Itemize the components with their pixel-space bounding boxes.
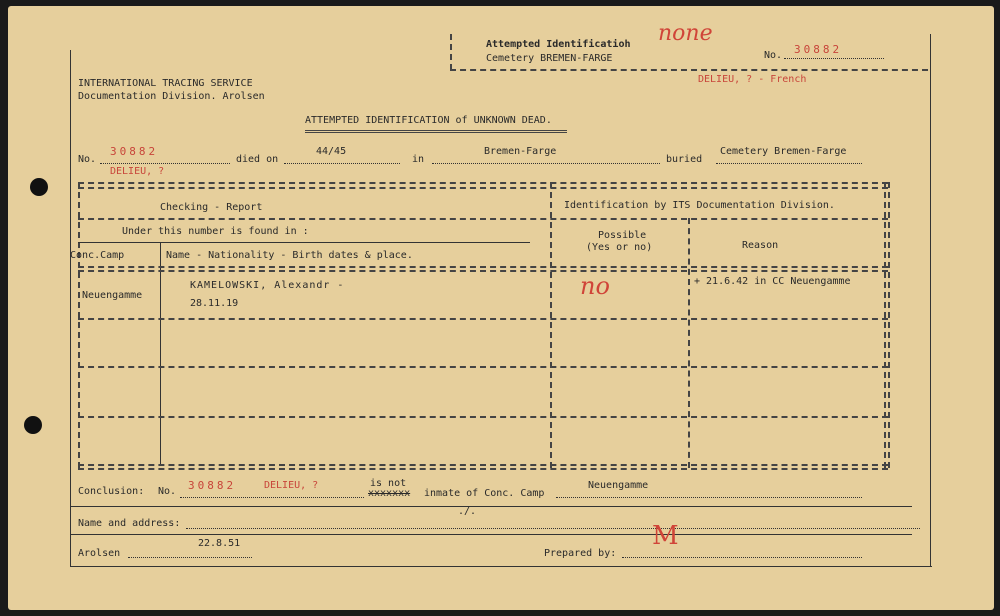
- record-buried-value: Cemetery Bremen-Farge: [720, 146, 847, 157]
- record-died-dots: [284, 163, 400, 164]
- row-name: KAMELOWSKI, Alexandr -: [190, 280, 345, 291]
- table-top-border: [78, 182, 888, 184]
- header-box-line2: Cemetery BREMEN-FARGE: [486, 53, 613, 64]
- record-name-below: DELIEU, ?: [110, 166, 165, 177]
- col-header-possible-2: (Yes or no): [586, 242, 653, 253]
- header-box-bottom-border: [450, 69, 928, 71]
- row-separator-1: [78, 318, 888, 320]
- title-underline: [305, 130, 567, 133]
- record-died-label: died on: [236, 154, 279, 165]
- record-no-dots: [100, 163, 230, 164]
- table-bottom-border-2: [78, 468, 888, 470]
- table-divider-main: [550, 182, 552, 468]
- punch-hole-bottom: [24, 416, 42, 434]
- top-right-name: DELIEU, ? - French: [698, 74, 807, 85]
- row-reason: + 21.6.42 in CC Neuengamme: [694, 276, 851, 287]
- record-no-value: 30882: [110, 145, 159, 158]
- row-camp: Neuengamme: [82, 290, 143, 301]
- col-header-rule: [78, 266, 888, 268]
- document-card: [8, 6, 994, 610]
- conclusion-camp: Neuengamme: [588, 480, 649, 491]
- row-possible-handwritten: no: [580, 272, 610, 300]
- header-box-no-value: 30882: [794, 43, 843, 56]
- prepared-by-dots: [622, 557, 862, 558]
- header-box-handwritten: none: [658, 21, 713, 46]
- header-box-line1: Attempted Identificatioh: [486, 39, 631, 50]
- footer-rule: [70, 566, 932, 567]
- punch-hole-top: [30, 178, 48, 196]
- col-header-possible-1: Possible: [598, 230, 647, 241]
- name-address-rule: [70, 534, 912, 535]
- col-header-name: Name - Nationality - Birth dates & place.: [166, 250, 413, 261]
- record-in-label: in: [412, 154, 425, 165]
- col-header-camp: Conc.Camp: [70, 250, 125, 261]
- table-bottom-border: [78, 464, 888, 466]
- conclusion-rule: [70, 506, 912, 507]
- row-separator-3: [78, 416, 888, 418]
- record-in-dots: [432, 163, 660, 164]
- conclusion-inmate-text: inmate of Conc. Camp: [424, 488, 545, 499]
- prepared-by-value: M: [652, 521, 679, 551]
- table-divider-camp: [160, 242, 161, 466]
- conclusion-no-value: 30882: [188, 479, 237, 492]
- col-header-rule-2: [78, 270, 888, 272]
- row-separator-2: [78, 366, 888, 368]
- ident-header: Identification by ITS Documentation Division.: [564, 200, 835, 211]
- table-right-border: [884, 182, 886, 468]
- record-died-value: 44/45: [316, 146, 347, 157]
- table-left-border: [78, 182, 80, 468]
- document-title: ATTEMPTED IDENTIFICATION of UNKNOWN DEAD.: [305, 115, 552, 126]
- conclusion-no-label: No.: [158, 486, 177, 497]
- name-address-dots: [186, 528, 920, 529]
- record-in-value: Bremen-Farge: [484, 146, 557, 157]
- left-margin-rule: [70, 50, 71, 566]
- record-buried-dots: [716, 163, 862, 164]
- under-number-label: Under this number is found in :: [122, 226, 309, 237]
- header-box-no-dots: [784, 58, 884, 59]
- conclusion-struck: xxxxxxx: [368, 488, 411, 499]
- conclusion-is-not: is not: [370, 478, 407, 489]
- table-header-rule: [78, 218, 888, 220]
- under-number-rule: [78, 242, 530, 243]
- org-line1: INTERNATIONAL TRACING SERVICE: [78, 78, 253, 89]
- record-no-label: No.: [78, 154, 97, 165]
- name-address-label: Name and address:: [78, 518, 181, 529]
- name-address-value: ./.: [458, 506, 477, 517]
- org-line2: Documentation Division. Arolsen: [78, 91, 265, 102]
- checking-header: Checking - Report: [160, 202, 263, 213]
- conclusion-name: DELIEU, ?: [264, 480, 319, 491]
- row-dob: 28.11.19: [190, 298, 239, 309]
- conclusion-dots: [556, 497, 862, 498]
- header-box-no-label: No.: [764, 50, 783, 61]
- footer-date-dots: [128, 557, 252, 558]
- footer-place: Arolsen: [78, 548, 121, 559]
- table-divider-possible: [688, 218, 690, 468]
- prepared-by-label: Prepared by:: [544, 548, 617, 559]
- conclusion-label: Conclusion:: [78, 486, 145, 497]
- col-header-reason: Reason: [742, 240, 779, 251]
- conclusion-no-dots: [180, 497, 364, 498]
- right-margin-rule: [930, 34, 931, 566]
- table-top-border-2: [78, 187, 888, 189]
- table-right-border-2: [888, 182, 890, 468]
- record-buried-label: buried: [666, 154, 703, 165]
- footer-date: 22.8.51: [198, 538, 241, 549]
- header-box-left-border: [450, 34, 452, 70]
